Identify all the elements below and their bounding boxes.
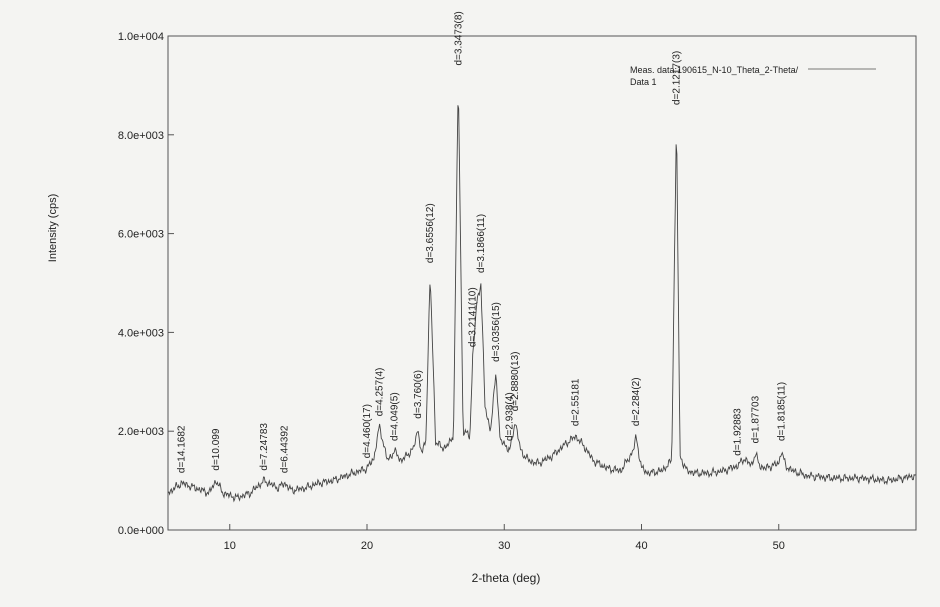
y-axis-label: Intensity (cps) [47,193,59,263]
x-axis [224,524,785,552]
peak-label: d=3.2141(10) [467,287,479,348]
x-tick-label: 30 [498,540,511,552]
x-tick-label: 20 [360,540,374,552]
peak-label: d=1.87703 [750,395,762,444]
peak-label: d=3.1866(11) [475,213,487,273]
peak-label: d=1.8185(11) [776,381,788,441]
peak-label: d=6.44392 [279,425,291,474]
peak-label: d=2.1217(3) [671,50,683,105]
peak-label: d=4.460(17) [362,404,373,459]
peak-label: d=2.284(2) [631,377,642,427]
y-axis [118,31,174,537]
peak-label: d=7.24783 [259,423,271,471]
peak-label: d=3.0356(15) [491,302,502,362]
y-tick-label: 0.0e+000 [117,525,164,537]
peak-label: d=1.92883 [732,408,744,456]
peak-label: d=4.257(4) [374,367,386,417]
x-tick-label: 50 [772,540,785,552]
x-tick-label: 40 [635,540,648,552]
legend-entry-line-2: Data 1 [630,77,657,87]
y-tick-label: 2.0e+003 [117,426,164,439]
peak-label: d=2.8880(13) [510,351,522,412]
peak-label: d=14.1682 [176,425,188,474]
y-tick-label: 1.0e+004 [117,31,164,43]
peak-label: d=3.6556(12) [425,203,437,264]
legend [630,65,876,87]
y-tick-label: 4.0e+003 [117,327,164,340]
legend-entry-line-1: Meas. data:190615_N-10_Theta_2-Theta/ [630,65,799,75]
peak-label: d=2.55181 [570,378,582,427]
peak-annotations [177,11,788,473]
y-tick-label: 6.0e+003 [117,228,164,241]
peak-label: d=3.760(6) [412,370,424,419]
peak-label: d=4.049(5) [389,392,401,441]
peak-label: d=2.938(4) [504,392,516,441]
peak-label: d=10.099 [211,428,222,471]
x-axis-label: 2-theta (deg) [471,571,541,585]
x-tick-label: 10 [223,540,236,552]
y-tick-label: 8.0e+003 [117,129,164,142]
peak-label: d=3.3473(8) [453,11,465,66]
